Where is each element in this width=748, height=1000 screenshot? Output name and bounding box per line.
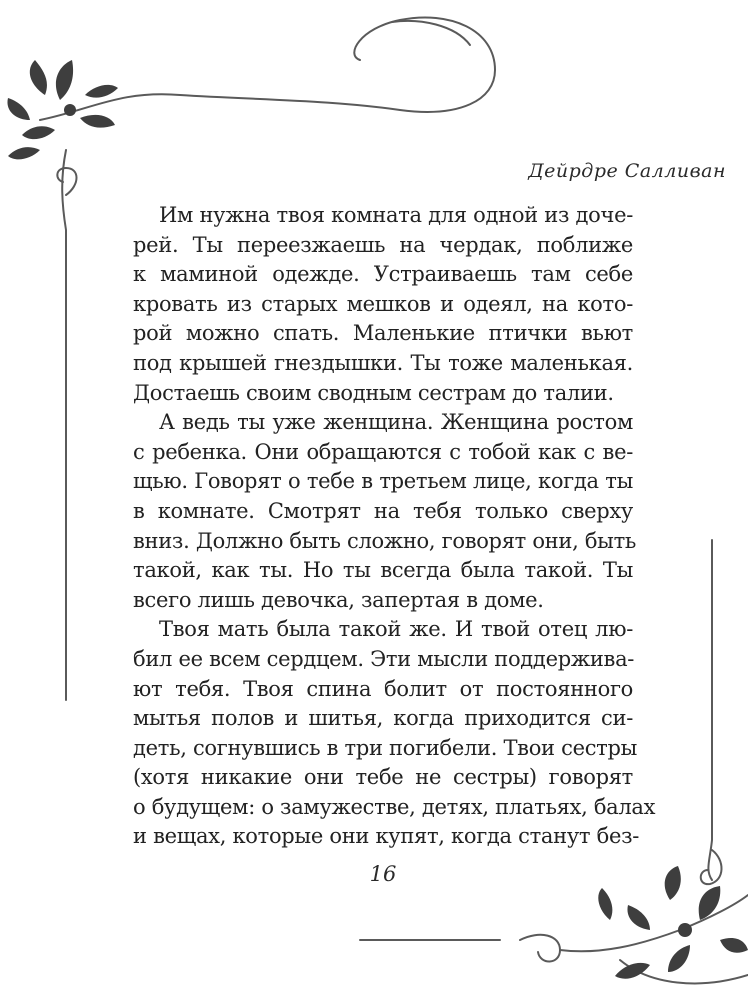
text-line: А ведь ты уже женщина. Женщина ростом [159, 410, 633, 435]
text-line: бил ее всем сердцем. Эти мысли поддержива- [133, 646, 635, 671]
text-line: деть, согнувшись в три погибели. Твои сестры [133, 735, 638, 760]
text-line: с ребенка. Они обращаются с тобой как с ве- [133, 439, 633, 464]
text-line: Твоя мать была такой же. И твой отец лю- [159, 617, 633, 642]
text-line: к маминой одежде. Устраиваешь там себе [133, 262, 633, 287]
text-line: (хотя никакие они тебе не сестры) говорят [133, 765, 633, 790]
text-line: ют тебя. Твоя спина болит от постоянного [133, 676, 633, 701]
text-line: рой можно спать. Маленькие птички вьют [133, 321, 633, 346]
right-vertical-rule [708, 540, 712, 880]
text-line: под крышей гнездышки. Ты тоже маленькая. [133, 350, 633, 375]
text-line: рей. Ты переезжаешь на чердак, поближе [133, 232, 633, 257]
text-line: всего лишь девочка, запертая в доме. [133, 587, 544, 612]
text-line: Им нужна твоя комната для одной из доче- [159, 203, 633, 227]
text-line: вниз. Должно быть сложно, говорят они, быть [133, 528, 637, 553]
text-line: Достаешь своим сводным сестрам до талии. [133, 380, 614, 405]
text-line: и вещах, которые они купят, когда станут без- [133, 824, 640, 849]
page-number: 16 [369, 862, 397, 886]
leaf-cluster-top-left [7, 60, 118, 159]
body-text [133, 201, 656, 852]
top-swirl [40, 17, 495, 120]
text-line: кровать из старых мешков и одеял, на кото- [133, 291, 633, 316]
text-line: такой, как ты. Но ты всегда была такой. Ты [133, 558, 633, 583]
running-header: Дейрдре Салливан [528, 160, 726, 182]
text-line: о будущем: о замужестве, детях, платьях, балах [133, 794, 656, 819]
text-line: в комнате. Смотрят на тебя только сверху [133, 498, 633, 523]
text-line: мытья полов и шитья, когда приходится си- [133, 706, 633, 731]
left-vertical-rule [62, 150, 66, 700]
text-line: щью. Говорят о тебе в третьем лице, когда ты [133, 469, 633, 494]
